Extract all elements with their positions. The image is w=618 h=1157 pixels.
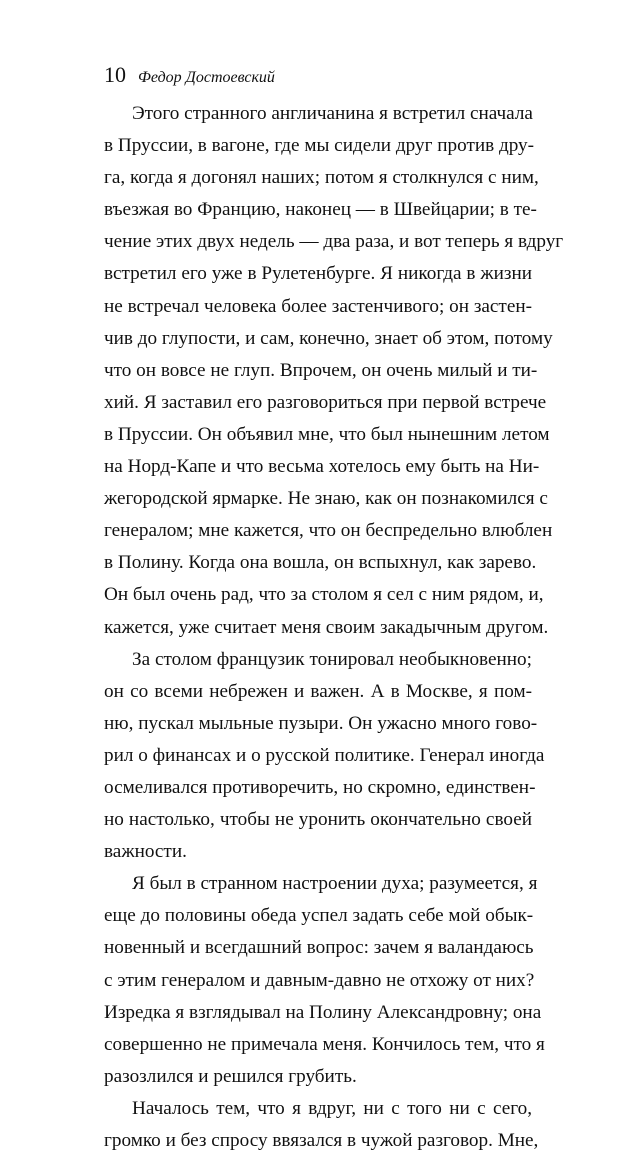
text-line: ню, пускал мыльные пузыри. Он ужасно много гово- <box>104 712 538 734</box>
text-line: но настолько, чтобы не уронить окончательно своей <box>104 809 532 831</box>
paragraph-first-line: Началось тем, что я вдруг, ни с того ни с сего, <box>132 1097 532 1119</box>
paragraph-first-line: Этого странного англичанина я встретил сначала <box>132 103 533 124</box>
text-line: разозлился и решился грубить. <box>104 1065 357 1087</box>
text-line: в Полину. Когда она вошла, он вспыхнул, как зарево. <box>104 552 537 574</box>
text-line: встретил его уже в Рулетенбурге. Я никогда в жизни <box>104 263 532 285</box>
page-number: 10 <box>104 62 126 87</box>
text-line: хий. Я заставил его разговориться при первой встрече <box>104 391 547 413</box>
text-line: чение этих двух недель — два раза, и вот теперь я вдруг <box>104 231 564 253</box>
text-line: чив до глупости, и сам, конечно, знает об этом, потому <box>104 327 553 349</box>
text-line: кажется, уже считает меня своим закадычным другом. <box>104 616 549 638</box>
text-line: на Норд-Капе и что весьма хотелось ему быть на Ни- <box>104 456 540 478</box>
page-header <box>104 62 275 88</box>
text-line: Изредка я взглядывал на Полину Александровну; она <box>104 1001 542 1023</box>
text-line: Он был очень рад, что за столом я сел с ним рядом, и, <box>104 584 544 606</box>
text-line: новенный и всегдашний вопрос: зачем я валандаюсь <box>104 937 534 959</box>
paragraph-first-line: Я был в странном настроении духа; разумеется, я <box>132 873 538 895</box>
text-line: важности. <box>104 841 187 863</box>
running-title: Федор Достоевский <box>138 69 275 86</box>
text-line: га, когда я догонял наших; потом я столкнулся с ним, <box>104 167 539 189</box>
text-line: в Пруссии, в вагоне, где мы сидели друг против дру- <box>104 135 535 157</box>
text-line: что он вовсе не глуп. Впрочем, он очень милый и ти- <box>104 359 538 381</box>
text-line: осмеливался противоречить, но скромно, единствен- <box>104 776 536 798</box>
text-line: он со всеми небрежен и важен. А в Москве, я пом- <box>104 680 532 702</box>
text-line: рил о финансах и о русской политике. Генерал иногда <box>104 744 545 766</box>
text-line: жегородской ярмарке. Не знаю, как он познакомился с <box>104 488 548 510</box>
text-line: въезжая во Францию, наконец — в Швейцарии; в те- <box>104 199 537 221</box>
paragraph-first-line: За столом французик тонировал необыкновенно; <box>132 648 532 670</box>
body-text <box>104 98 564 1157</box>
text-line: генералом; мне кажется, что он беспредельно влюблен <box>104 520 553 542</box>
text-line: еще до половины обеда успел задать себе мой обык- <box>104 905 534 927</box>
text-line: громко и без спросу ввязался в чужой разговор. Мне, <box>104 1130 539 1151</box>
text-line: не встречал человека более застенчивого; он застен- <box>104 295 532 317</box>
text-line: совершенно не примечала меня. Кончилось тем, что я <box>104 1033 545 1055</box>
text-line: в Пруссии. Он объявил мне, что был нынешним летом <box>104 423 550 445</box>
text-line: с этим генералом и давным-давно не отхожу от них? <box>104 969 535 991</box>
